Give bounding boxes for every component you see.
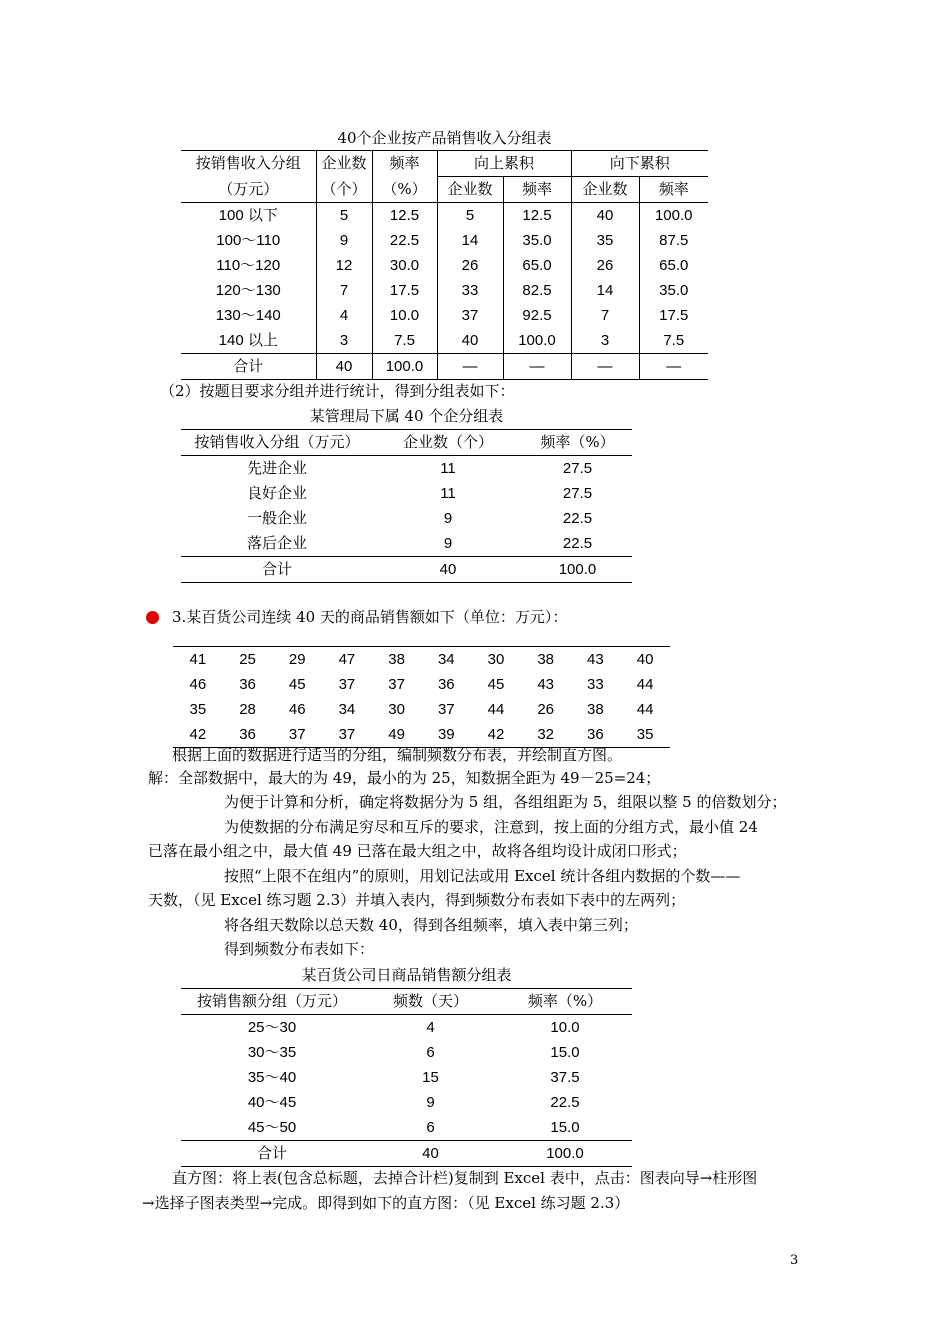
table-cell: 100.0 — [498, 1141, 632, 1167]
table-cell: 12.5 — [372, 203, 437, 229]
table-row — [181, 303, 708, 328]
column-header: 按销售额分组（万元） — [181, 989, 363, 1015]
table-cell: 4 — [426, 1019, 435, 1036]
table-row — [181, 1040, 632, 1065]
table-cell: 40 — [571, 203, 639, 229]
column-header: 频数（天） — [363, 989, 498, 1015]
table-cell: 27.5 — [562, 485, 593, 502]
grouping-table-2 — [181, 429, 632, 583]
table-row — [181, 506, 632, 531]
column-header: 频率（%） — [523, 430, 632, 456]
table-cell: 40～45 — [247, 1094, 297, 1111]
grid-cell: 42 — [487, 726, 505, 743]
column-header: 频率（%） — [498, 989, 632, 1015]
grid-cell: 35 — [189, 701, 207, 718]
histogram-paragraph-1: 直方图：将上表(包含总标题，去掉合计栏)复制到 Excel 表中，点击：图表向导→柱形图 — [172, 1169, 758, 1187]
table-cell: 14 — [571, 278, 639, 303]
table-cell: — — [503, 354, 571, 380]
grid-cell: 37 — [437, 701, 455, 718]
column-header: 企业数（个） — [373, 430, 523, 456]
line-6: 按照“上限不在组内”的原则，用划记法或用 Excel 统计各组内数据的个数—— — [224, 867, 741, 885]
grid-cell: 41 — [189, 651, 207, 668]
grid-cell: 44 — [636, 676, 654, 693]
table-row — [181, 1015, 632, 1041]
grid-cell: 47 — [338, 651, 356, 668]
header-freq-unit: （%） — [372, 177, 437, 203]
table-cell: 37 — [437, 303, 503, 328]
table-row — [181, 203, 708, 229]
table-cell: 合计 — [181, 557, 373, 583]
grid-cell: 35 — [636, 726, 654, 743]
table-cell: 22.5 — [562, 535, 593, 552]
table-cell: 11 — [440, 460, 456, 477]
table-cell: 7 — [571, 303, 639, 328]
grid-cell: 37 — [288, 726, 306, 743]
table-cell: 9 — [443, 510, 453, 527]
table-cell: 9 — [316, 228, 372, 253]
table-cell: 10.0 — [372, 303, 437, 328]
header-cum-up-count: 企业数 — [437, 177, 503, 203]
table-cell: 120～130 — [215, 282, 281, 299]
table-cell: 110～120 — [216, 257, 281, 274]
line-8: 将各组天数除以总天数 40，得到各组频率，填入表中第三列； — [224, 916, 638, 934]
grid-cell: 37 — [388, 676, 405, 693]
table2-caption: 某管理局下属 40 个企分组表 — [309, 407, 504, 425]
header-row — [181, 430, 632, 456]
histogram-paragraph-2: →选择子图表类型→完成。即得到如下的直方图：（见 Excel 练习题 2.3） — [142, 1194, 630, 1212]
table-cell: 35.0 — [639, 278, 708, 303]
line-2: 解：全部数据中，最大的为 49，最小的为 25，知数据全距为 49－25=24； — [148, 769, 661, 787]
table-row — [181, 278, 708, 303]
grid-cell: 29 — [288, 651, 306, 668]
grid-cell: 25 — [239, 651, 256, 668]
table-row — [181, 531, 632, 557]
table-cell: 5 — [437, 203, 503, 229]
table-cell: 130～140 — [215, 307, 281, 324]
grid-cell: 43 — [537, 676, 554, 693]
grid-cell: 44 — [636, 701, 654, 718]
table-cell: 140 以上 — [218, 332, 278, 349]
table-cell: 92.5 — [503, 303, 571, 328]
table-cell: 15.0 — [550, 1044, 580, 1061]
question-3: 3.某百货公司连续 40 天的商品销售额如下（单位：万元）： — [172, 608, 568, 626]
table-cell: 33 — [437, 278, 503, 303]
header-group: 按销售收入分组 — [195, 154, 301, 173]
table-cell: 7.5 — [639, 328, 708, 354]
table-row — [181, 328, 708, 354]
header-count-unit: （个） — [316, 177, 372, 203]
table-row — [181, 228, 708, 253]
table-cell: 100 以下 — [218, 207, 278, 224]
grid-cell: 38 — [537, 651, 554, 668]
header-cum-down: 向下累积 — [571, 151, 708, 177]
grid-cell: 45 — [288, 676, 306, 693]
table-cell: — — [437, 354, 503, 380]
header-cum-up: 向上累积 — [437, 151, 571, 177]
grid-cell: 32 — [537, 726, 554, 743]
table-cell: 5 — [316, 203, 372, 229]
table-row — [181, 1115, 632, 1141]
table-cell: 7.5 — [372, 328, 437, 354]
grid-cell: 42 — [189, 726, 207, 743]
header-freq: 频率 — [372, 151, 437, 177]
table-cell: 40 — [316, 354, 372, 380]
table-cell: 87.5 — [639, 228, 708, 253]
line-9: 得到频数分布表如下： — [224, 940, 375, 958]
table-cell: 35～40 — [247, 1069, 297, 1086]
page-number: 3 — [790, 1253, 799, 1268]
table-cell: 6 — [426, 1044, 435, 1061]
table-cell: 11 — [440, 485, 456, 502]
table-cell: 15 — [422, 1069, 439, 1086]
grid-cell: 26 — [537, 701, 554, 718]
grid-cell: 49 — [388, 726, 405, 743]
table-cell: 100.0 — [372, 354, 437, 380]
line-3: 为便于计算和分析，确定将数据分为 5 组，各组组距为 5，组限以整 5 的倍数划分； — [224, 793, 787, 811]
table-cell: 27.5 — [562, 460, 593, 477]
table-cell: 良好企业 — [246, 485, 307, 502]
table-cell: 15.0 — [550, 1119, 580, 1136]
table-cell: 14 — [437, 228, 503, 253]
grid-cell: 36 — [587, 726, 604, 743]
table-cell: 22.5 — [550, 1094, 580, 1111]
header-count: 企业数 — [316, 151, 372, 177]
table-cell: 35 — [571, 228, 639, 253]
table-cell: 7 — [316, 278, 372, 303]
grid-cell: 38 — [388, 651, 405, 668]
table-cell: 65.0 — [503, 253, 571, 278]
total-row — [181, 557, 632, 583]
table-cell: 一般企业 — [246, 510, 307, 527]
header-cum-down-freq: 频率 — [639, 177, 708, 203]
table1-caption: 40个企业按产品销售收入分组表 — [337, 129, 552, 147]
grid-cell: 33 — [587, 676, 604, 693]
paragraph-2: （2）按题目要求分组并进行统计，得到分组表如下： — [160, 382, 515, 400]
grid-cell: 36 — [239, 676, 256, 693]
total-row — [181, 354, 708, 380]
grid-cell: 45 — [487, 676, 505, 693]
table-cell: 22.5 — [372, 228, 437, 253]
table-cell: 82.5 — [503, 278, 571, 303]
header-cum-down-count: 企业数 — [571, 177, 639, 203]
table-cell: 35.0 — [503, 228, 571, 253]
grid-cell: 46 — [288, 701, 306, 718]
grid-cell: 40 — [636, 651, 654, 668]
table-cell: 100～110 — [216, 232, 281, 249]
grid-cell: 38 — [587, 701, 604, 718]
total-row — [181, 1141, 632, 1167]
table-cell: 落后企业 — [246, 535, 307, 552]
table-cell: 22.5 — [562, 510, 593, 527]
grid-row — [173, 672, 670, 697]
grid-cell: 30 — [388, 701, 405, 718]
table-row — [181, 481, 632, 506]
table-cell: 40 — [437, 328, 503, 354]
table-cell: 100.0 — [523, 557, 632, 583]
table-cell: 17.5 — [372, 278, 437, 303]
grid-cell: 34 — [437, 651, 455, 668]
table-cell: 9 — [443, 535, 453, 552]
grid-cell: 36 — [437, 676, 455, 693]
table-cell: 合计 — [181, 354, 316, 380]
frequency-table — [181, 988, 632, 1167]
table-cell: 6 — [426, 1119, 435, 1136]
line-7: 天数，（见 Excel 练习题 2.3）并填入表内，得到频数分布表如下表中的左两列； — [148, 891, 686, 909]
table-cell: 30～35 — [247, 1044, 297, 1061]
grid-row — [173, 647, 670, 673]
table-cell: — — [639, 354, 708, 380]
table-cell: 26 — [571, 253, 639, 278]
table-row — [181, 456, 632, 482]
table-cell: 12 — [316, 253, 372, 278]
table-cell: 先进企业 — [246, 460, 307, 477]
grouping-table-1 — [181, 150, 708, 380]
line-1: 根据上面的数据进行适当的分组，编制频数分布表，并绘制直方图。 — [172, 746, 623, 764]
table-cell: 40 — [373, 557, 523, 583]
table-cell: 12.5 — [503, 203, 571, 229]
grid-cell: 43 — [587, 651, 604, 668]
table-row — [181, 1065, 632, 1090]
table-cell: 17.5 — [639, 303, 708, 328]
grid-cell: 44 — [487, 701, 505, 718]
table-cell: 26 — [437, 253, 503, 278]
table-cell: 10.0 — [550, 1019, 580, 1036]
grid-row — [173, 697, 670, 722]
table-cell: 37.5 — [550, 1069, 580, 1086]
line-5: 已落在最小组之中，最大值 49 已落在最大组之中，故将各组均设计成闭口形式； — [148, 842, 687, 860]
grid-cell: 39 — [437, 726, 455, 743]
table-cell: 9 — [426, 1094, 435, 1111]
header-row — [181, 989, 632, 1015]
table-row — [181, 1090, 632, 1115]
table-cell: 30.0 — [372, 253, 437, 278]
table-cell: 100.0 — [639, 203, 708, 229]
grid-cell: 28 — [239, 701, 256, 718]
sales-data-grid — [173, 646, 670, 748]
table-cell: 40 — [363, 1141, 498, 1167]
table-cell: 65.0 — [639, 253, 708, 278]
header-group-unit: （万元） — [181, 177, 316, 203]
grid-cell: 34 — [338, 701, 356, 718]
header-cum-up-freq: 频率 — [503, 177, 571, 203]
table-cell: 45～50 — [247, 1119, 297, 1136]
table-cell: — — [571, 354, 639, 380]
table-cell: 3 — [316, 328, 372, 354]
table-cell: 100.0 — [503, 328, 571, 354]
table-cell: 合计 — [181, 1141, 363, 1167]
grid-cell: 37 — [338, 726, 356, 743]
grid-cell: 30 — [487, 651, 505, 668]
grid-cell: 37 — [338, 676, 356, 693]
bullet-icon — [146, 611, 159, 624]
column-header: 按销售收入分组（万元） — [181, 430, 373, 456]
table-row — [181, 253, 708, 278]
line-4: 为使数据的分布满足穷尽和互斥的要求，注意到，按上面的分组方式，最小值 24 — [224, 818, 758, 836]
grid-cell: 46 — [189, 676, 207, 693]
table-cell: 4 — [316, 303, 372, 328]
grid-cell: 36 — [239, 726, 256, 743]
table-cell: 3 — [571, 328, 639, 354]
table3-caption: 某百货公司日商品销售额分组表 — [301, 966, 512, 984]
table-cell: 25～30 — [247, 1019, 297, 1036]
